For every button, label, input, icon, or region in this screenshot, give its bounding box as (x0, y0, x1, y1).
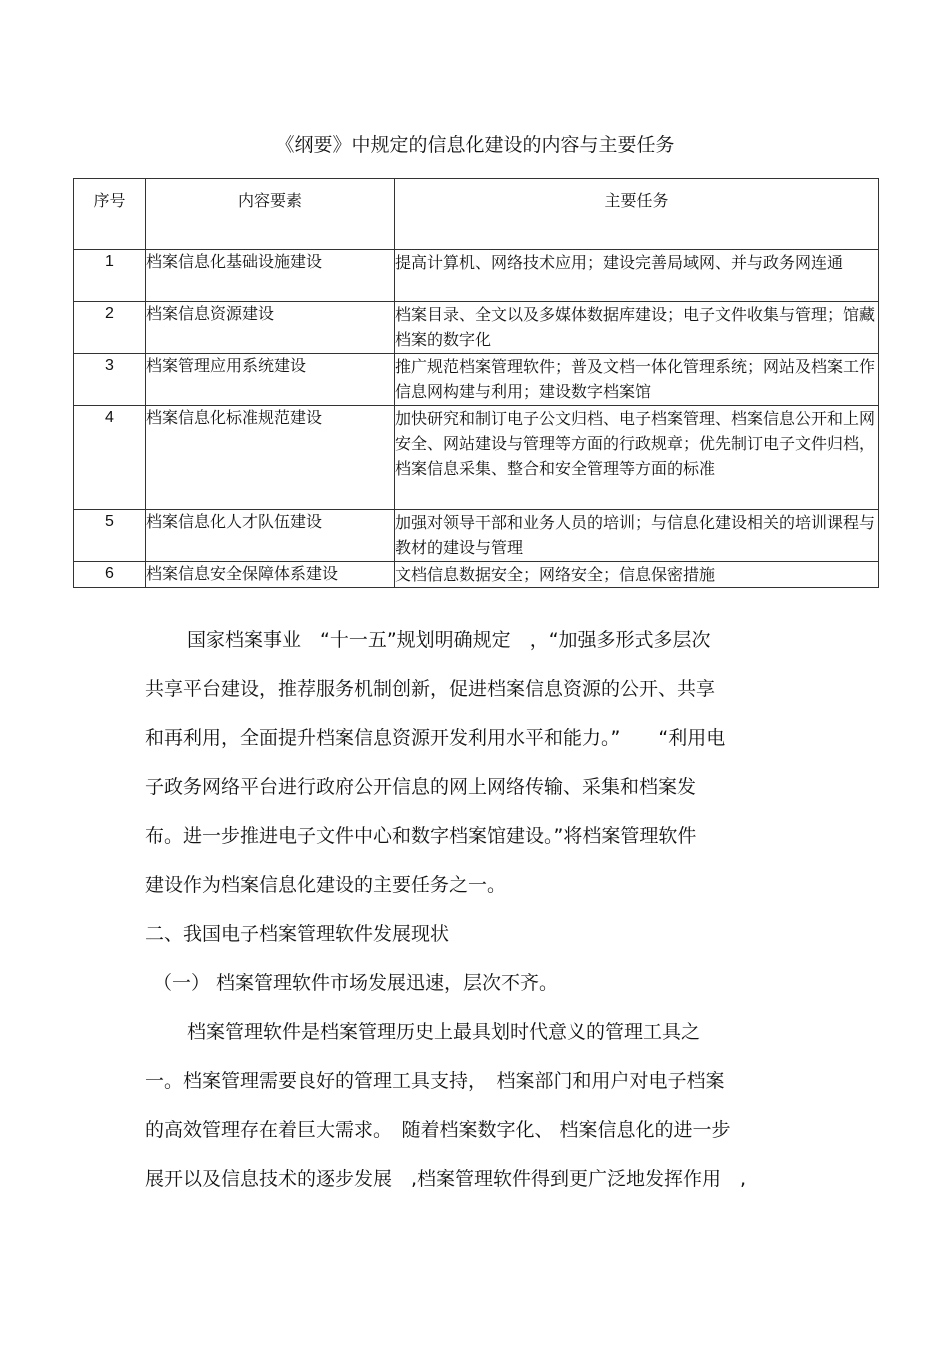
row-task: 加强对领导干部和业务人员的培训；与信息化建设相关的培训课程与教材的建设与管理 (395, 510, 879, 562)
row-task: 提高计算机、网络技术应用；建设完善局域网、并与政务网连通 (395, 250, 879, 302)
row-element: 档案信息化基础设施建设 (146, 250, 395, 302)
row-number: 5 (74, 510, 146, 562)
paragraph-line: 一。档案管理需要良好的管理工具支持， 档案部门和用户对电子档案 (145, 1070, 725, 1092)
header-task: 主要任务 (395, 179, 879, 250)
table-row (74, 562, 879, 588)
row-task: 档案目录、全文以及多媒体数据库建设；电子文件收集与管理；馆藏档案的数字化 (395, 302, 879, 354)
table-caption: 《纲要》中规定的信息化建设的内容与主要任务 (275, 134, 675, 156)
paragraph-line: 的高效管理存在着巨大需求。 随着档案数字化、 档案信息化的进一步 (145, 1119, 731, 1141)
table-header-row (74, 179, 879, 250)
section-heading: 二、我国电子档案管理软件发展现状 (145, 923, 450, 945)
row-element: 档案信息化标准规范建设 (146, 406, 395, 510)
paragraph-line: 和再利用，全面提升档案信息资源开发利用水平和能力。” “利用电 (145, 727, 726, 749)
table-row (74, 354, 879, 406)
paragraph-line: 布。进一步推进电子文件中心和数字档案馆建设。”将档案管理软件 (145, 825, 697, 847)
header-number: 序号 (74, 179, 146, 250)
paragraph-line: 建设作为档案信息化建设的主要任务之一。 (145, 874, 507, 896)
row-task: 推广规范档案管理软件；普及文档一体化管理系统；网站及档案工作信息网构建与利用；建设数字档案馆 (395, 354, 879, 406)
header-element: 内容要素 (146, 179, 395, 250)
paragraph-line: 国家档案事业 “十一五”规划明确规定 ，“加强多形式多层次 (187, 629, 711, 651)
table-row (74, 510, 879, 562)
row-number: 4 (74, 406, 146, 510)
row-element: 档案信息化人才队伍建设 (146, 510, 395, 562)
paragraph-line: 共享平台建设，推荐服务机制创新，促进档案信息资源的公开、共享 (145, 678, 716, 700)
row-task: 文档信息数据安全；网络安全；信息保密措施 (395, 562, 879, 588)
body-text (145, 620, 825, 1208)
subsection-heading: （一） 档案管理软件市场发展迅速，层次不齐。 (153, 972, 559, 994)
tasks-table (73, 178, 879, 588)
table-row (74, 302, 879, 354)
row-element: 档案信息安全保障体系建设 (146, 562, 395, 588)
table-row (74, 406, 879, 510)
paragraph-line: 子政务网络平台进行政府公开信息的网上网络传输、采集和档案发 (145, 776, 697, 798)
row-task: 加快研究和制订电子公文归档、电子档案管理、档案信息公开和上网安全、网站建设与管理等方面的行政规章；优先制订电子文件归档，档案信息采集、整合和安全管理等方面的标准 (395, 406, 879, 510)
row-element: 档案管理应用系统建设 (146, 354, 395, 406)
paragraph-line: 展开以及信息技术的逐步发展 ,档案管理软件得到更广泛地发挥作用 , (145, 1168, 747, 1190)
paragraph-line: 档案管理软件是档案管理历史上最具划时代意义的管理工具之 (187, 1021, 701, 1043)
row-element: 档案信息资源建设 (146, 302, 395, 354)
row-number: 1 (74, 250, 146, 302)
table-row (74, 250, 879, 302)
row-number: 3 (74, 354, 146, 406)
row-number: 6 (74, 562, 146, 588)
row-number: 2 (74, 302, 146, 354)
